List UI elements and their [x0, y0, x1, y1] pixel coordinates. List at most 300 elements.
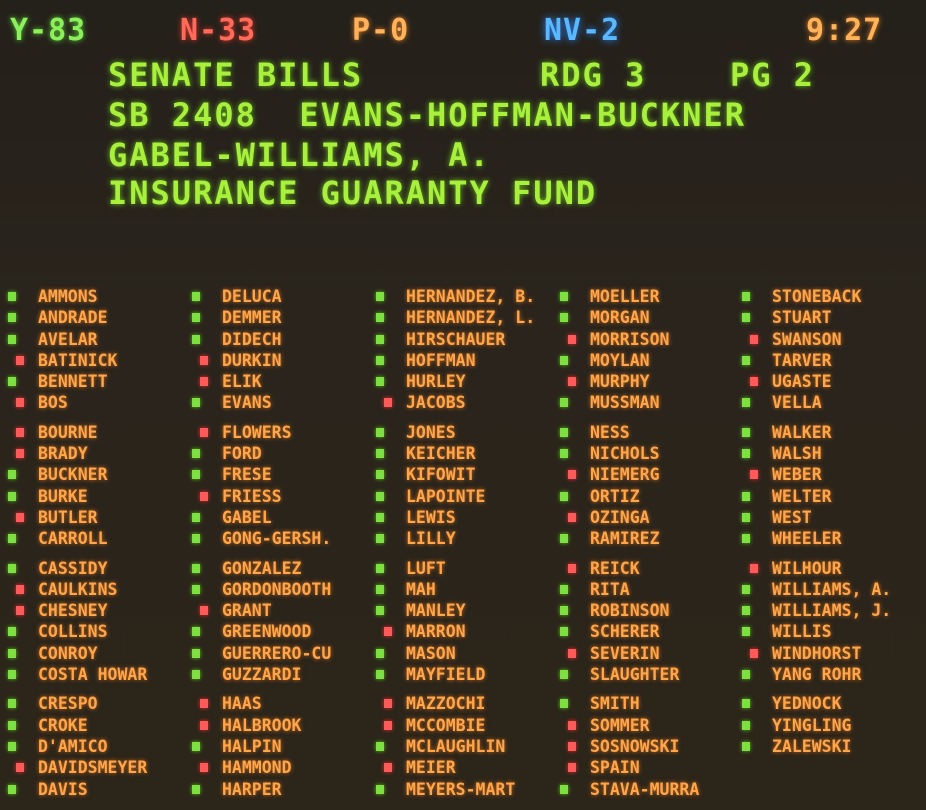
- member-row: [8, 693, 194, 714]
- vote-yes-indicator: [8, 492, 16, 501]
- vote-yes-indicator: [8, 292, 16, 301]
- member-name: STONEBACK: [772, 287, 862, 306]
- vote-yes-indicator: [376, 670, 384, 679]
- member-name: BOURNE: [38, 422, 98, 442]
- vote-no-indicator: [200, 763, 208, 772]
- member-row: [192, 528, 378, 549]
- member-name: ORTIZ: [590, 486, 640, 506]
- vote-yes-indicator: [192, 670, 200, 679]
- member-name: YINGLING: [772, 715, 852, 735]
- member-row: [742, 329, 926, 350]
- member-name: WALSH: [772, 444, 822, 464]
- member-name: JONES: [406, 422, 456, 442]
- vote-no-indicator: [384, 398, 392, 407]
- member-name: MCCOMBIE: [406, 715, 486, 735]
- member-name: LAPOINTE: [406, 486, 486, 506]
- vote-yes-indicator: [376, 292, 384, 301]
- vote-no-indicator: [568, 742, 576, 751]
- member-name: CONROY: [38, 643, 98, 663]
- roll-call-column: [192, 286, 378, 800]
- vote-yes-indicator: [560, 670, 568, 679]
- vote-yes-indicator: [192, 627, 200, 636]
- member-name: YANG ROHR: [772, 665, 862, 685]
- member-row: [376, 693, 562, 714]
- member-name: SLAUGHTER: [590, 665, 680, 685]
- member-row: [742, 307, 926, 328]
- vote-no-indicator: [16, 585, 24, 594]
- vote-yes-indicator: [192, 449, 200, 458]
- member-name: GRANT: [222, 601, 272, 621]
- vote-yes-indicator: [376, 335, 384, 344]
- member-row: [376, 286, 562, 307]
- member-row: [376, 392, 562, 413]
- member-row: [8, 757, 194, 778]
- member-row: [742, 643, 926, 664]
- vote-yes-indicator: [376, 377, 384, 386]
- vote-yes-indicator: [742, 313, 750, 322]
- member-row: [8, 779, 194, 800]
- vote-yes-indicator: [376, 649, 384, 658]
- member-name: TARVER: [772, 350, 832, 370]
- member-row: [560, 693, 746, 714]
- not-voting-count: NV-2: [544, 13, 621, 48]
- member-row: [742, 443, 926, 464]
- vote-no-indicator: [16, 356, 24, 365]
- vote-yes-indicator: [376, 564, 384, 573]
- vote-yes-indicator: [742, 356, 750, 365]
- member-row: [192, 579, 378, 600]
- member-name: FRESE: [222, 465, 272, 485]
- member-row: [376, 621, 562, 642]
- member-row: [742, 736, 926, 757]
- member-name: MAZZOCHI: [406, 694, 486, 714]
- member-name: WELTER: [772, 486, 832, 506]
- vote-no-indicator: [200, 428, 208, 437]
- member-name: LUFT: [406, 558, 446, 578]
- member-row: [742, 507, 926, 528]
- member-row: [560, 371, 746, 392]
- roll-call-column: [742, 286, 926, 757]
- member-name: JACOBS: [406, 393, 466, 413]
- vote-no-indicator: [384, 699, 392, 708]
- vote-yes-indicator: [742, 292, 750, 301]
- vote-no-indicator: [16, 606, 24, 615]
- member-row: [192, 443, 378, 464]
- roll-call-column: [8, 286, 194, 800]
- member-name: HARPER: [222, 779, 282, 799]
- member-name: MEYERS-MART: [406, 779, 516, 799]
- member-row: [8, 422, 194, 443]
- member-name: YEDNOCK: [772, 694, 842, 714]
- vote-no-indicator: [750, 564, 758, 573]
- vote-yes-indicator: [560, 699, 568, 708]
- vote-yes-indicator: [560, 785, 568, 794]
- member-row: [8, 486, 194, 507]
- member-name: RITA: [590, 579, 630, 599]
- member-row: [192, 422, 378, 443]
- member-name: FRIESS: [222, 486, 282, 506]
- member-row: [560, 736, 746, 757]
- vote-no-indicator: [568, 470, 576, 479]
- member-row: [376, 507, 562, 528]
- member-row: [560, 422, 746, 443]
- vote-yes-indicator: [8, 785, 16, 794]
- member-name: SOSNOWSKI: [590, 736, 680, 756]
- member-row: [8, 579, 194, 600]
- member-row: [8, 443, 194, 464]
- member-row: [192, 643, 378, 664]
- vote-yes-indicator: [742, 699, 750, 708]
- member-row: [742, 350, 926, 371]
- member-row: [376, 664, 562, 685]
- vote-yes-indicator: [8, 377, 16, 386]
- member-name: MORRISON: [590, 329, 670, 349]
- member-row: [376, 528, 562, 549]
- member-row: [8, 558, 194, 579]
- vote-no-indicator: [568, 335, 576, 344]
- roll-call-column: [376, 286, 562, 800]
- member-row: [560, 350, 746, 371]
- member-row: [376, 350, 562, 371]
- vote-no-indicator: [16, 428, 24, 437]
- member-name: GREENWOOD: [222, 622, 312, 642]
- member-name: CARROLL: [38, 529, 108, 549]
- member-row: [742, 464, 926, 485]
- member-name: RAMIREZ: [590, 529, 660, 549]
- member-name: MEIER: [406, 758, 456, 778]
- member-row: [192, 779, 378, 800]
- member-name: REICK: [590, 558, 640, 578]
- member-row: [8, 528, 194, 549]
- member-row: [376, 307, 562, 328]
- vote-yes-indicator: [376, 428, 384, 437]
- member-name: DEMMER: [222, 308, 282, 328]
- vote-no-indicator: [200, 492, 208, 501]
- vote-no-indicator: [200, 699, 208, 708]
- member-row: [192, 693, 378, 714]
- bill-title: INSURANCE GUARANTY FUND: [108, 174, 598, 212]
- vote-yes-indicator: [376, 356, 384, 365]
- member-row: [192, 371, 378, 392]
- member-name: STUART: [772, 308, 832, 328]
- calendar-section: SENATE BILLS: [108, 56, 364, 94]
- vote-no-indicator: [384, 763, 392, 772]
- vote-yes-indicator: [8, 670, 16, 679]
- member-row: [742, 693, 926, 714]
- member-name: SCHERER: [590, 622, 660, 642]
- member-name: D'AMICO: [38, 736, 108, 756]
- member-name: GUERRERO-CU: [222, 643, 332, 663]
- member-row: [376, 779, 562, 800]
- vote-yes-indicator: [742, 398, 750, 407]
- roll-call-grid: [0, 286, 926, 810]
- member-row: [560, 392, 746, 413]
- member-name: WILHOUR: [772, 558, 842, 578]
- member-row: [192, 664, 378, 685]
- vote-yes-indicator: [376, 470, 384, 479]
- member-name: NIEMERG: [590, 465, 660, 485]
- vote-yes-indicator: [8, 564, 16, 573]
- vote-no-indicator: [384, 721, 392, 730]
- vote-no-indicator: [568, 377, 576, 386]
- member-row: [192, 350, 378, 371]
- member-row: [560, 329, 746, 350]
- member-row: [560, 286, 746, 307]
- vote-yes-indicator: [192, 292, 200, 301]
- member-name: BURKE: [38, 486, 88, 506]
- member-name: DAVIDSMEYER: [38, 758, 148, 778]
- member-row: [560, 600, 746, 621]
- clock: 9:27: [806, 13, 883, 48]
- member-name: WILLIAMS, J.: [772, 601, 892, 621]
- member-name: MCLAUGHLIN: [406, 736, 506, 756]
- vote-yes-indicator: [742, 721, 750, 730]
- vote-no-indicator: [16, 449, 24, 458]
- member-row: [192, 307, 378, 328]
- yes-count: Y-83: [10, 13, 87, 48]
- vote-no-indicator: [16, 513, 24, 522]
- member-row: [742, 422, 926, 443]
- member-name: COSTA HOWAR: [38, 665, 148, 685]
- member-row: [376, 422, 562, 443]
- vote-yes-indicator: [560, 428, 568, 437]
- vote-yes-indicator: [742, 492, 750, 501]
- vote-yes-indicator: [560, 492, 568, 501]
- vote-yes-indicator: [192, 335, 200, 344]
- vote-yes-indicator: [560, 292, 568, 301]
- member-name: EVANS: [222, 393, 272, 413]
- bill-sponsors: SB 2408 EVANS-HOFFMAN-BUCKNER: [108, 96, 746, 134]
- member-name: WILLIAMS, A.: [772, 579, 892, 599]
- vote-yes-indicator: [8, 534, 16, 543]
- member-name: VELLA: [772, 393, 822, 413]
- member-row: [8, 329, 194, 350]
- vote-yes-indicator: [376, 492, 384, 501]
- vote-no-indicator: [568, 721, 576, 730]
- member-row: [192, 600, 378, 621]
- vote-yes-indicator: [560, 606, 568, 615]
- member-row: [560, 507, 746, 528]
- member-name: CAULKINS: [38, 579, 118, 599]
- member-row: [192, 757, 378, 778]
- member-row: [8, 464, 194, 485]
- member-name: HERNANDEZ, L.: [406, 308, 536, 328]
- vote-yes-indicator: [8, 699, 16, 708]
- vote-yes-indicator: [376, 606, 384, 615]
- member-name: HALPIN: [222, 736, 282, 756]
- vote-yes-indicator: [376, 585, 384, 594]
- member-name: CROKE: [38, 715, 88, 735]
- vote-yes-indicator: [8, 627, 16, 636]
- vote-yes-indicator: [560, 398, 568, 407]
- member-name: AVELAR: [38, 329, 98, 349]
- vote-yes-indicator: [8, 470, 16, 479]
- member-name: GABEL: [222, 507, 272, 527]
- vote-yes-indicator: [376, 785, 384, 794]
- member-name: STAVA-MURRA: [590, 779, 700, 799]
- no-count: N-33: [180, 13, 257, 48]
- member-row: [8, 643, 194, 664]
- vote-yes-indicator: [192, 313, 200, 322]
- vote-yes-indicator: [376, 534, 384, 543]
- vote-yes-indicator: [376, 449, 384, 458]
- member-name: WHEELER: [772, 529, 842, 549]
- member-name: BUCKNER: [38, 465, 108, 485]
- member-name: HURLEY: [406, 372, 466, 392]
- member-row: [376, 443, 562, 464]
- member-name: GUZZARDI: [222, 665, 302, 685]
- vote-no-indicator: [16, 763, 24, 772]
- vote-yes-indicator: [742, 627, 750, 636]
- vote-no-indicator: [568, 564, 576, 573]
- member-row: [742, 621, 926, 642]
- member-row: [376, 579, 562, 600]
- member-name: HAMMOND: [222, 758, 292, 778]
- vote-no-indicator: [200, 377, 208, 386]
- member-name: MARRON: [406, 622, 466, 642]
- member-row: [560, 486, 746, 507]
- member-name: UGASTE: [772, 372, 832, 392]
- vote-yes-indicator: [192, 785, 200, 794]
- vote-no-indicator: [750, 377, 758, 386]
- vote-no-indicator: [750, 470, 758, 479]
- member-row: [376, 329, 562, 350]
- vote-yes-indicator: [192, 564, 200, 573]
- vote-no-indicator: [750, 649, 758, 658]
- member-row: [742, 715, 926, 736]
- member-row: [192, 464, 378, 485]
- vote-yes-indicator: [192, 649, 200, 658]
- member-name: WEBER: [772, 465, 822, 485]
- member-row: [376, 643, 562, 664]
- member-name: ANDRADE: [38, 308, 108, 328]
- member-row: [192, 286, 378, 307]
- vote-no-indicator: [384, 627, 392, 636]
- vote-yes-indicator: [376, 742, 384, 751]
- member-row: [742, 579, 926, 600]
- vote-yes-indicator: [8, 335, 16, 344]
- member-name: ROBINSON: [590, 601, 670, 621]
- vote-yes-indicator: [742, 585, 750, 594]
- vote-yes-indicator: [742, 534, 750, 543]
- vote-no-indicator: [568, 649, 576, 658]
- vote-yes-indicator: [192, 470, 200, 479]
- member-row: [8, 664, 194, 685]
- vote-yes-indicator: [192, 742, 200, 751]
- vote-yes-indicator: [8, 649, 16, 658]
- member-row: [8, 600, 194, 621]
- member-name: DIDECH: [222, 329, 282, 349]
- member-name: HERNANDEZ, B.: [406, 287, 536, 306]
- member-name: AMMONS: [38, 287, 98, 306]
- vote-yes-indicator: [192, 585, 200, 594]
- member-row: [376, 600, 562, 621]
- member-row: [376, 757, 562, 778]
- member-name: HOFFMAN: [406, 350, 476, 370]
- vote-yes-indicator: [560, 356, 568, 365]
- member-row: [560, 779, 746, 800]
- member-name: DELUCA: [222, 287, 282, 306]
- vote-yes-indicator: [560, 449, 568, 458]
- member-row: [560, 757, 746, 778]
- member-name: GORDONBOOTH: [222, 579, 332, 599]
- member-row: [742, 528, 926, 549]
- member-name: WILLIS: [772, 622, 832, 642]
- member-row: [376, 486, 562, 507]
- member-name: LEWIS: [406, 507, 456, 527]
- member-row: [376, 464, 562, 485]
- member-name: BATINICK: [38, 350, 118, 370]
- vote-no-indicator: [16, 398, 24, 407]
- member-row: [560, 579, 746, 600]
- member-name: KEICHER: [406, 444, 476, 464]
- member-name: SOMMER: [590, 715, 650, 735]
- member-row: [8, 307, 194, 328]
- member-name: FLOWERS: [222, 422, 292, 442]
- vote-yes-indicator: [8, 742, 16, 751]
- vote-yes-indicator: [192, 398, 200, 407]
- reading-number: RDG 3: [540, 56, 647, 94]
- vote-yes-indicator: [376, 513, 384, 522]
- member-row: [8, 350, 194, 371]
- member-name: LILLY: [406, 529, 456, 549]
- member-name: COLLINS: [38, 622, 108, 642]
- vote-no-indicator: [568, 513, 576, 522]
- member-row: [560, 558, 746, 579]
- member-name: HIRSCHAUER: [406, 329, 506, 349]
- member-row: [742, 486, 926, 507]
- member-name: MASON: [406, 643, 456, 663]
- member-name: SPAIN: [590, 758, 640, 778]
- vote-yes-indicator: [560, 585, 568, 594]
- member-row: [560, 664, 746, 685]
- member-row: [8, 621, 194, 642]
- member-name: BRADY: [38, 444, 88, 464]
- vote-no-indicator: [200, 356, 208, 365]
- member-row: [192, 392, 378, 413]
- member-name: OZINGA: [590, 507, 650, 527]
- member-row: [192, 715, 378, 736]
- member-name: MURPHY: [590, 372, 650, 392]
- member-row: [376, 558, 562, 579]
- vote-yes-indicator: [742, 742, 750, 751]
- vote-yes-indicator: [742, 670, 750, 679]
- member-row: [560, 621, 746, 642]
- member-name: HAAS: [222, 694, 262, 714]
- member-row: [8, 736, 194, 757]
- vote-yes-indicator: [560, 313, 568, 322]
- member-name: MAH: [406, 579, 436, 599]
- vote-no-indicator: [568, 763, 576, 772]
- member-name: GONZALEZ: [222, 558, 302, 578]
- member-name: FORD: [222, 444, 262, 464]
- member-row: [8, 392, 194, 413]
- member-name: BENNETT: [38, 372, 108, 392]
- member-row: [376, 715, 562, 736]
- present-count: P-0: [352, 13, 410, 48]
- member-row: [192, 507, 378, 528]
- member-row: [742, 371, 926, 392]
- member-name: CRESPO: [38, 694, 98, 714]
- member-row: [742, 558, 926, 579]
- member-name: WEST: [772, 507, 812, 527]
- member-name: CASSIDY: [38, 558, 108, 578]
- member-row: [8, 371, 194, 392]
- member-row: [376, 371, 562, 392]
- member-name: SWANSON: [772, 329, 842, 349]
- member-row: [560, 528, 746, 549]
- member-row: [8, 507, 194, 528]
